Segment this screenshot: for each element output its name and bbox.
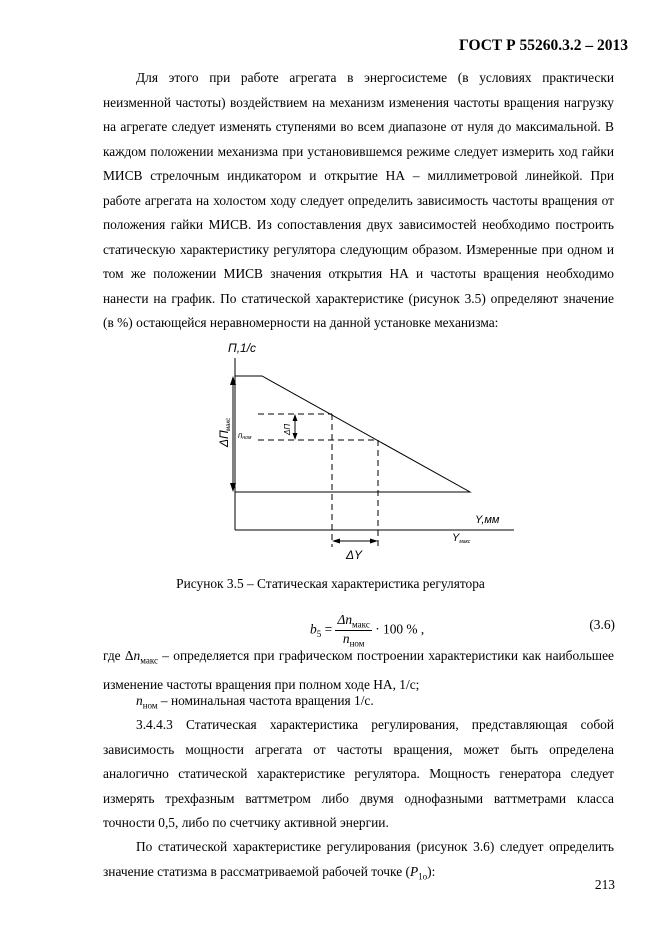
characteristic-line: [235, 376, 470, 492]
static-characteristic-figure: [214, 342, 524, 570]
where-definition: где $\Delta n_{макс}$ – определяется при графическом построении характеристики как наибольшее изменение частоты вращения при полном ходе НА, 1/с;: [103, 648, 614, 693]
svg-text:ΔП: ΔП: [283, 423, 292, 435]
construction-lines: [258, 414, 378, 547]
n-nom-label: пном: [238, 431, 252, 441]
formula-3-6: $b_5$ = $\frac{\Delta n_{макс}}{n_{ном}}$ · 100 % ,: [310, 612, 425, 649]
y-max-label: Yмакс: [452, 532, 471, 545]
nnom-definition: $n_{ном}$ – номинальная частота вращения 1/с.: [136, 693, 374, 711]
svg-text:макс: макс: [226, 417, 232, 431]
delta-n-text: [283, 424, 292, 436]
svg-text:ΔП: ΔП: [217, 430, 231, 447]
page-number: 213: [594, 877, 615, 892]
y-axis-label: П,1/с: [228, 342, 257, 355]
delta-n-max-text: [217, 418, 232, 448]
document-header: ГОСТ Р 55260.3.2 – 2013: [459, 37, 628, 54]
figure-caption: Рисунок 3.5 – Статическая характеристика регулятора: [176, 576, 485, 591]
paragraph-1: Для этого при работе агрегата в энергосистеме (в условиях практически неизменной частоты) воздействием на механизм изменения частоты вращения нагрузку на агрегате следует изменять ступенями во всем диапазоне от нуля до максимальной. В каждом положении механизма при установившемся режиме следует измерить ход гайки МИСВ стрелочным индикатором и открытие НА – миллиметровой линейкой. При работе агрегата на холостом ходу следует определить зависимость частоты вращения от положения гайки МИСВ. Из сопоставления двух зависимостей необходимо построить статическую характеристику регулятора следующим образом. Измеренные при одном и том же положении МИСВ значения открытия НА и частоты вращения необходимо нанести на график. По статической характеристике (рисунок 3.5) определяют значение (в %) остающейся неравномерности на данной установке механизма:: [103, 70, 614, 330]
paragraph-4: По статической характеристике регулирования (рисунок 3.6) следует определить значение статизма в рассматриваемой рабочей точке $(P_{1о})$:: [103, 839, 614, 882]
paragraph-3: 3.4.4.3 Статическая характеристика регулирования, представляющая собой зависимость мощности агрегата от частоты вращения, может быть определена аналогично статической характеристике регулятора. Мощность генератора следует измерять трехфазным ваттметром либо двумя однофазными ваттметрами класса точности 0,5, либо по счетчику активной энергии.: [103, 717, 614, 830]
equation-number: (3.6): [589, 617, 615, 632]
arrowheads: [230, 376, 378, 544]
delta-y-label: ΔY: [346, 548, 363, 562]
x-axis-label: Y,мм: [475, 514, 500, 526]
